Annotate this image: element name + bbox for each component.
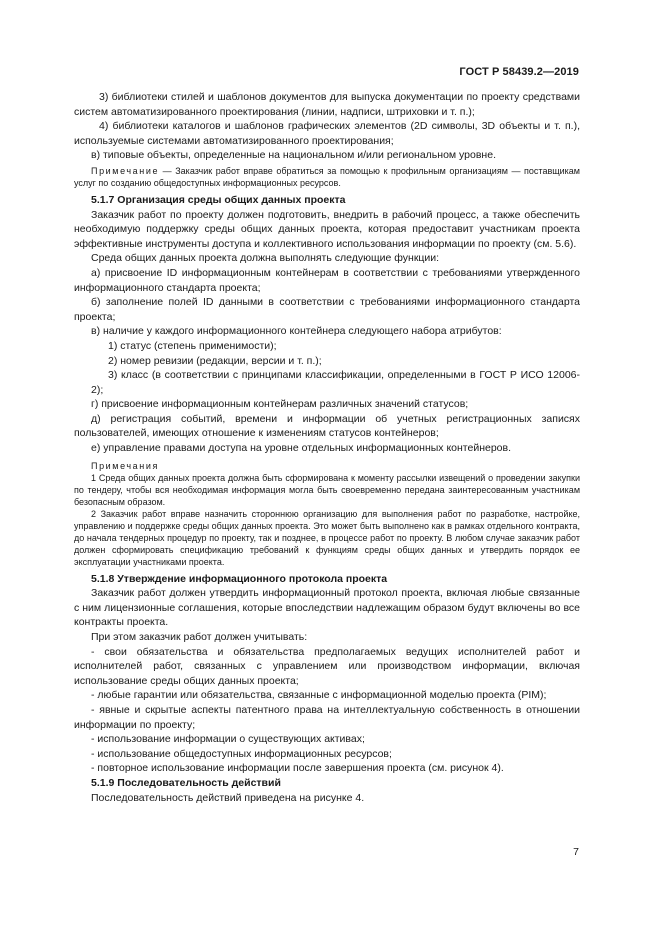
list-item: - использование информации о существующих активах; bbox=[91, 733, 365, 746]
note-text: — Заказчик работ вправе обратиться за помощью к профильным организациям — поставщикам услуг по созданию общедоступных информационных ресурсов. bbox=[74, 165, 580, 188]
paragraph: 4) библиотеки каталогов и шаблонов графических элементов (2D символы, 3D объекты и т. п.), используемые системами автоматизированного проектирования; bbox=[74, 120, 580, 147]
list-item: б) заполнение полей ID данными в соответствии с требованиями информационного стандарта проекта; bbox=[74, 296, 580, 323]
sub-list-item: 3) класс (в соответствии с принципами классификации, определенными в ГОСТ Р ИСО 12006-2); bbox=[91, 369, 580, 396]
note-item: 1 Среда общих данных проекта должна быть сформирована к моменту рассылки извещений о проведении закупки по тендеру, чтобы вся необходимая информация могла быть своевременно передана заинтересованным участникам безопасным образом. bbox=[74, 472, 580, 507]
sub-list-item: 2) номер ревизии (редакции, версии и т. п.); bbox=[108, 354, 322, 367]
note-label: Примечание bbox=[91, 165, 160, 176]
list-item: - использование общедоступных информационных ресурсов; bbox=[91, 747, 392, 760]
list-item: - повторное использование информации после завершения проекта (см. рисунок 4). bbox=[91, 762, 504, 775]
standard-header: ГОСТ Р 58439.2—2019 bbox=[459, 66, 579, 78]
paragraph: При этом заказчик работ должен учитывать: bbox=[91, 631, 308, 644]
paragraph: в) типовые объекты, определенные на национальном и/или региональном уровне. bbox=[91, 149, 496, 162]
list-item: г) присвоение информационным контейнерам различных значений статусов; bbox=[91, 398, 469, 411]
list-item: - свои обязательства и обязательства предполагаемых ведущих исполнителей работ и исполнителей работ, связанных с управлением или производством информации, включая использование среды общих данных проекта; bbox=[74, 645, 580, 687]
notes-label: Примечания bbox=[91, 460, 159, 471]
page-content bbox=[74, 90, 580, 805]
list-item: в) наличие у каждого информационного контейнера следующего набора атрибутов: bbox=[91, 325, 502, 338]
section-heading: 5.1.9 Последовательность действий bbox=[91, 776, 281, 789]
list-item: е) управление правами доступа на уровне отдельных информационных контейнеров. bbox=[91, 442, 512, 455]
paragraph: Заказчик работ по проекту должен подготовить, внедрить в рабочий процесс, а также обеспечить необходимую поддержку среды общих данных проекта, которая предоставит участникам проекта эффективные инструменты доступа и коллективного использования информации по проекту (см. 5.6). bbox=[74, 208, 580, 250]
note bbox=[74, 165, 580, 189]
list-item: а) присвоение ID информационным контейнерам в соответствии с требованиями утвержденного информационного стандарта проекта; bbox=[74, 266, 580, 294]
section-heading: 5.1.8 Утверждение информационного протокола проекта bbox=[91, 572, 388, 585]
list-item: - явные и скрытые аспекты патентного права на интеллектуальную собственность в отношении информации по проекту; bbox=[74, 704, 580, 731]
paragraph: Среда общих данных проекта должна выполнять следующие функции: bbox=[91, 252, 440, 265]
page-number: 7 bbox=[573, 846, 579, 858]
paragraph: 3) библиотеки стилей и шаблонов документов для выпуска документации по проекту средствами систем автоматизированного проектирования (линии, надписи, штриховки и т. п.); bbox=[74, 91, 580, 118]
sub-list-item: 1) статус (степень применимости); bbox=[108, 339, 277, 352]
list-item: - любые гарантии или обязательства, связанные с информационной моделью проекта (PIM); bbox=[91, 689, 547, 702]
notes bbox=[74, 460, 580, 568]
note-item: 2 Заказчик работ вправе назначить стороннюю организацию для выполнения работ по разработке, настройке, управлению и поддержке среды общих данных проекта. Это может быть выполнено как в рамках отдельного контракта, до начала тендерных процедур по проекту, так и позднее, в процессе работ по проекту. В любом случае заказчик работ должен сформировать спецификацию требований к функциям среды общих данных и утвердить порядок ее эксплуатации участниками проекта. bbox=[74, 508, 580, 567]
paragraph: Последовательность действий приведена на рисунке 4. bbox=[91, 791, 365, 804]
paragraph: Заказчик работ должен утвердить информационный протокол проекта, включая любые связанные с ним лицензионные соглашения, которые впоследствии надлежащим образом будут включены во все контракты проекта. bbox=[74, 587, 580, 629]
section-heading: 5.1.7 Организация среды общих данных проекта bbox=[91, 193, 346, 206]
list-item: д) регистрация событий, времени и информации об учетных регистрационных записях пользователей, имеющих отношение к изменениям статусов контейнеров; bbox=[74, 412, 580, 440]
